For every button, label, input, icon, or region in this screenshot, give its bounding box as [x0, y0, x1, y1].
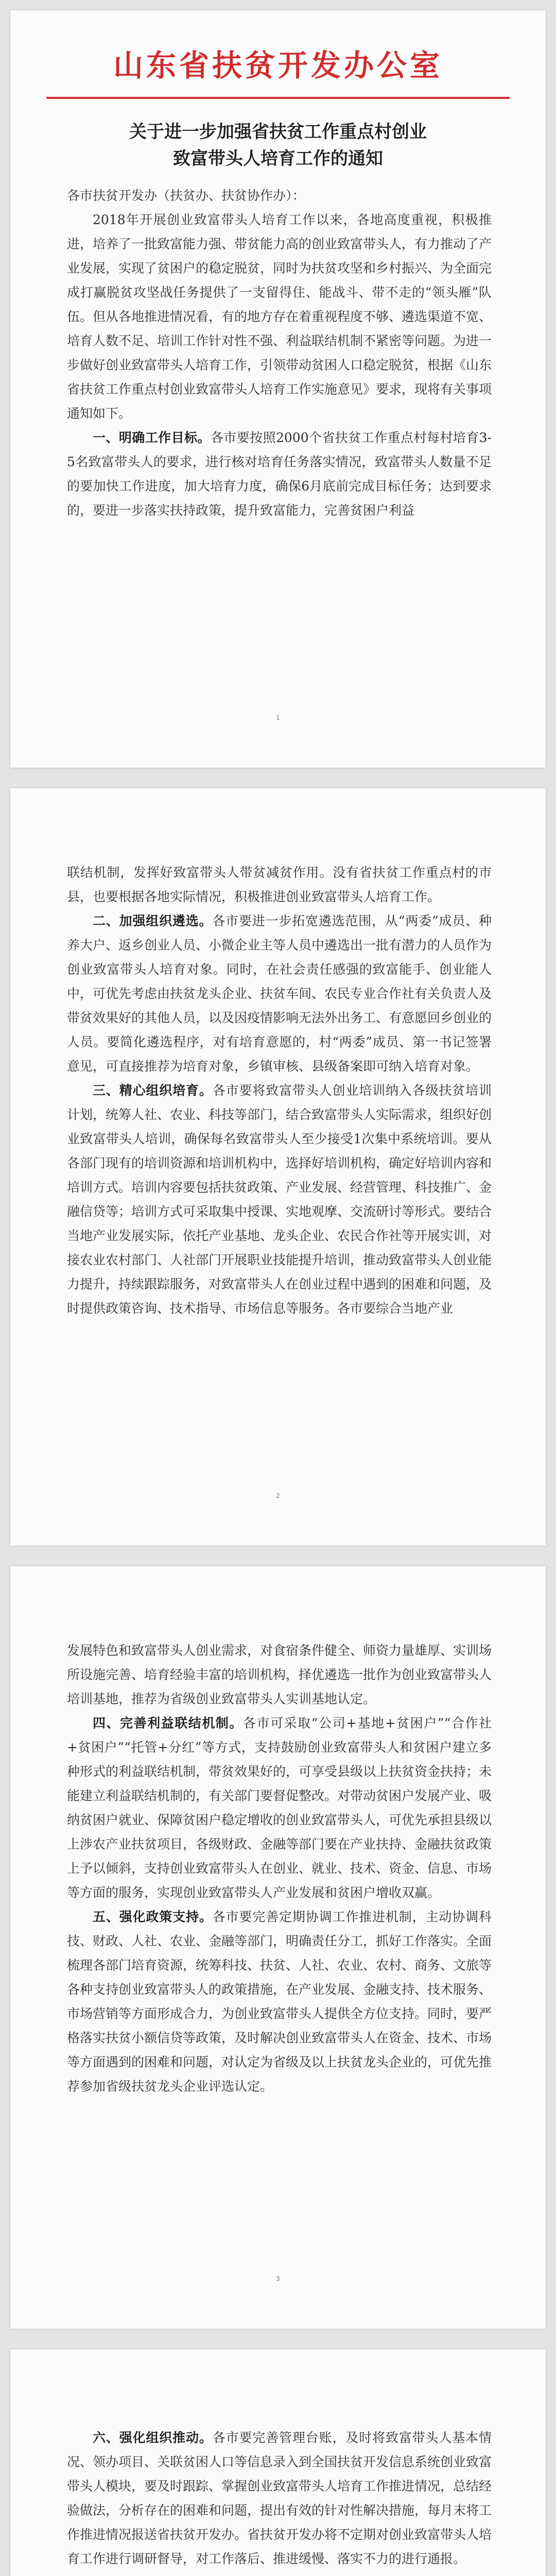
letterhead: 山东省扶贫开发办公室: [113, 48, 443, 83]
section-5-paragraph: [67, 1905, 492, 2098]
document-title-line-2: 致富带头人培育工作的通知: [173, 148, 383, 169]
section-6-heading: 六、强化组织推动。: [93, 2430, 213, 2445]
section-6-text: 各市要完善管理台账，及时将致富带头人基本情况、领办项目、关联贫困人口等信息录入到全国扶贫开发信息系统创业致富带头人模块，要及时跟踪、掌握创业致富带头人培育工作推进情况，总结经验做法，分析存在的困难和问题，提出有效的针对性解决措施，每月末将工作推进情况报送省扶贫开发办。省扶贫开发办将不定期对创业致富带头人培育工作进行调研督导，对工作落后、推进缓慢、落实不力的进行通报。: [67, 2430, 492, 2566]
section-5-heading: 五、强化政策支持。: [93, 1909, 213, 1924]
document-page-4: [10, 2349, 546, 2576]
document-page-3: [10, 1566, 546, 2329]
document-body-page-1: [67, 183, 492, 522]
section-3-paragraph: [67, 1078, 492, 1320]
section-2-heading: 二、加强组织遴选。: [93, 913, 213, 928]
document-body-page-3: [67, 1638, 492, 2098]
section-1-text-part-2: 联结机制，发挥好致富带头人带贫减贫作用。没有省扶贫工作重点村的市县，也要根据各地实际情况，积极推进创业致富带头人培育工作。: [67, 865, 492, 904]
section-3-text-part-1: 各市要将致富带头人创业培训纳入各级扶贫培训计划，统筹人社、农业、科技等部门，结合致富带头人实际需求，组织好创业致富带头人培训，确保每名致富带头人至少接受1次集中系统培训。要从各部门现有的培训资源和培训机构中，选择好培训机构，确定好培训内容和培训方式。培训内容要包括扶贫政策、产业发展、经营管理、科技推广、金融信贷等；培训方式可采取集中授课、实地观摩、交流研讨等形式。要结合当地产业发展实际，依托产业基地、龙头企业、农民合作社等开展实训，对接农业农村部门、人社部门开展职业技能提升培训，推动致富带头人创业能力提升，持续跟踪服务，对致富带头人在创业过程中遇到的困难和问题，及时提供政策咨询、技术指导、市场信息等服务。各市要综合当地产业: [67, 1083, 492, 1316]
salutation: 各市扶贫开发办（扶贫办、扶贫协作办）：: [67, 188, 305, 203]
section-4-paragraph: [67, 1711, 492, 1905]
section-1-continuation: [67, 860, 492, 909]
document-page-2: [10, 788, 546, 1546]
section-1-text-part-1: 各市要按照2000个省扶贫工作重点村每村培育3-5名致富带头人的要求，进行核对培育任务落实情况，致富带头人数量不足的要加快工作进度，加大培育力度，确保6月底前完成目标任务；达到要求的，要进一步落实扶持政策，提升致富能力，完善贫困户利益: [67, 430, 492, 518]
page-number: 1: [276, 714, 280, 721]
section-4-text: 各市可采取“公司+基地+贫困户”“合作社+贫困户”“托管+分红”等方式，支持鼓励创业致富带头人和贫困户建立多种形式的利益联结机制，带贫效果好的，可享受县级以上扶贫资金扶持；未能建立利益联结机制的，有关部门要督促整改。对带动贫困户发展产业、吸纳贫困户就业、保障贫困户稳定增收的创业致富带头人，可优先承担县级以上涉农产业扶贫项目，各级财政、金融等部门要在产业扶持、金融扶贫政策上予以倾斜，支持创业致富带头人在创业、就业、技术、资金、信息、市场等方面的服务，实现创业致富带头人产业发展和贫困户增收双赢。: [67, 1716, 492, 1900]
section-2-text: 各市要进一步拓宽遴选范围，从“两委”成员、种养大户、返乡创业人员、小微企业主等人员中遴选出一批有潜力的人员作为创业致富带头人培育对象。同时，在社会责任感强的致富能手、创业能人中，可优先考虑由扶贫龙头企业、扶贫车间、农民专业合作社有关负责人及带贫效果好的其他人员，以及因疫情影响无法外出务工、有意愿回乡创业的人员。要简化遴选程序，对有培育意愿的，村“两委”成员、第一书记签署意见，可直接推荐为培育对象，乡镇审核、县级备案即可纳入培育对象。: [67, 913, 492, 1074]
page-number: 2: [276, 1492, 280, 1499]
document-body-page-2: [67, 860, 492, 1320]
document-title: [62, 118, 494, 172]
section-3-text-part-2: 发展特色和致富带头人创业需求，对食宿条件健全、师资力量雄厚、实训场所设施完善、培育经验丰富的培训机构，择优遴选一批作为创业致富带头人培训基地，推荐为省级创业致富带头人实训基地认定。: [67, 1643, 492, 1706]
section-3-continuation: [67, 1638, 492, 1711]
section-1-heading: 一、明确工作目标。: [93, 430, 211, 445]
section-5-text: 各市要完善定期协调工作推进机制，主动协调科技、财政、人社、农业、金融等部门，明确责任分工，抓好工作落实。全面梳理各部门培育资源，统筹科技、扶贫、人社、农业、农村、商务、文旅等各种支持创业致富带头人的政策措施，在产业发展、金融支持、技术服务、市场营销等方面形成合力，为创业致富带头人提供全方位支持。同时，要严格落实扶贫小额信贷等政策，及时解决创业致富带头人在资金、技术、市场等方面遇到的困难和问题，对认定为省级及以上扶贫龙头企业的，可优先推荐参加省级扶贫龙头企业评选认定。: [67, 1909, 492, 2094]
document-body-page-4: [67, 2426, 492, 2571]
intro-paragraph: 2018年开展创业致富带头人培育工作以来，各地高度重视，积极推进，培养了一批致富能力强、带贫能力高的创业致富带头人，有力推动了产业发展，实现了贫困户的稳定脱贫，同时为扶贫攻坚和乡村振兴、为全面完成打赢脱贫攻坚战任务提供了一支留得住、能战斗、带不走的“领头雁”队伍。但从各地推进情况看，有的地方存在着重视程度不够、遴选渠道不宽、培育人数不足、培训工作针对性不强、利益联结机制不紧密等问题。为进一步做好创业致富带头人培育工作，引领带动贫困人口稳定脱贫，根据《山东省扶贫工作重点村创业致富带头人培育工作实施意见》要求，现将有关事项通知如下。: [67, 212, 492, 421]
section-3-heading: 三、精心组织培育。: [93, 1083, 213, 1098]
letterhead-red-rule: [46, 97, 510, 99]
section-1-paragraph: [67, 426, 492, 522]
document-title-line-1: 关于进一步加强省扶贫工作重点村创业: [129, 122, 427, 142]
section-6-paragraph: [67, 2426, 492, 2571]
document-page-1: [10, 10, 546, 768]
page-number: 3: [276, 2275, 280, 2282]
section-4-heading: 四、完善利益联结机制。: [93, 1716, 243, 1731]
section-2-paragraph: [67, 909, 492, 1078]
